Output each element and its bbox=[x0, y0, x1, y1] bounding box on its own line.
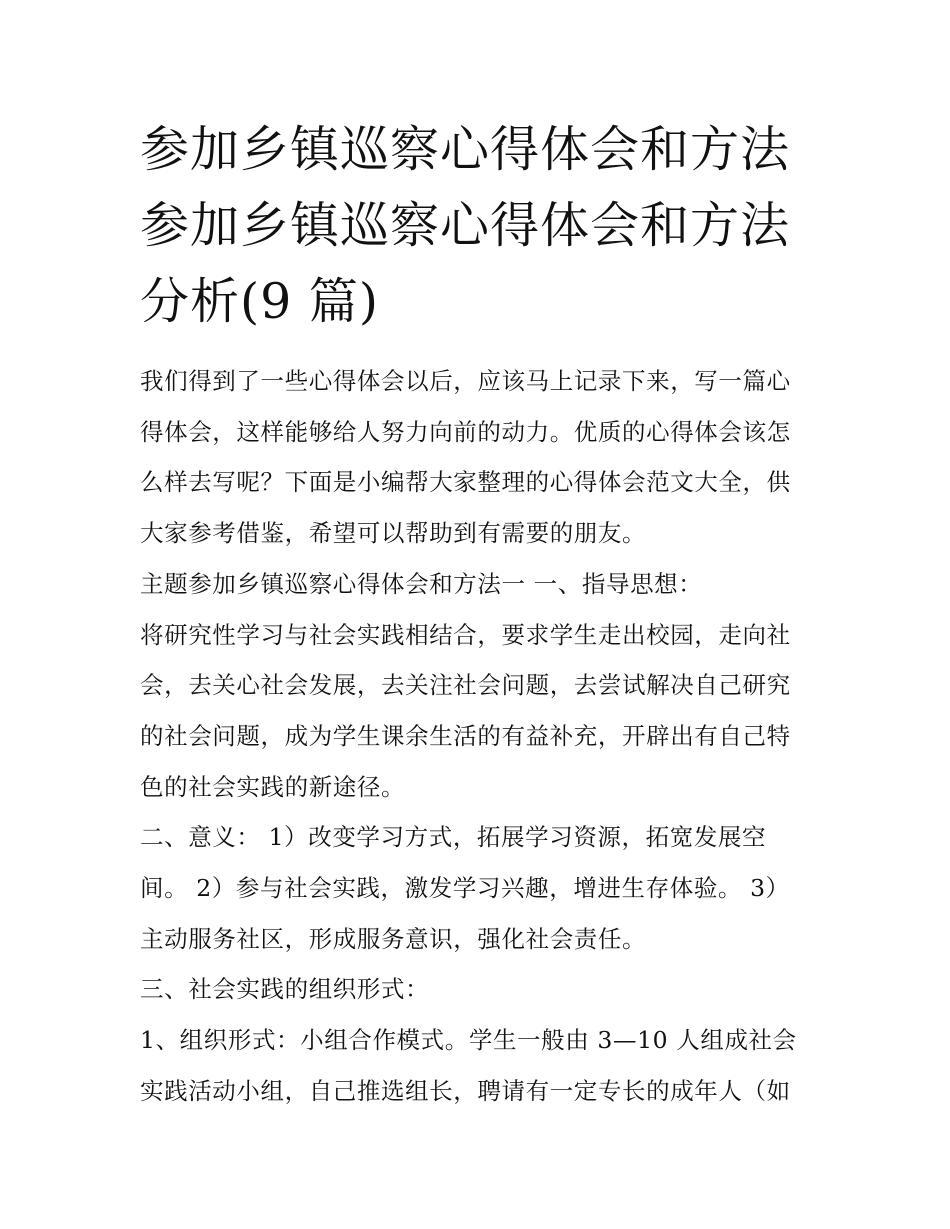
text-line: 主动服务社区，形成服务意识，强化社会责任。 bbox=[140, 924, 647, 953]
text-line: 二、意义： 1）改变学习方式，拓展学习资源，拓宽发展空 bbox=[140, 823, 767, 852]
title-line: 参加乡镇巡察心得体会和方法 bbox=[140, 121, 791, 178]
text-line: 1、组织形式：小组合作模式。学生一般由 3—10 人组成社会 bbox=[140, 1026, 797, 1055]
text-line: 得体会，这样能够给人努力向前的动力。优质的心得体会该怎 bbox=[140, 417, 791, 446]
guiding-thought-paragraph bbox=[140, 610, 830, 813]
intro-paragraph bbox=[140, 356, 830, 559]
text-line: 间。 2）参与社会实践，激发学习兴趣，增进生存体验。 3） bbox=[140, 874, 790, 903]
document-body bbox=[140, 356, 830, 1117]
text-line: 大家参考借鉴，希望可以帮助到有需要的朋友。 bbox=[140, 519, 647, 548]
title-line: 参加乡镇巡察心得体会和方法 bbox=[140, 197, 791, 254]
section-heading-organization bbox=[140, 964, 830, 1015]
text-line: 实践活动小组，自己推选组长，聘请有一定专长的成年人（如 bbox=[140, 1076, 791, 1105]
text-line: 我们得到了一些心得体会以后，应该马上记录下来，写一篇心 bbox=[140, 367, 791, 395]
text-line: 将研究性学习与社会实践相结合，要求学生走出校园，走向社 bbox=[140, 620, 791, 649]
organization-paragraph bbox=[140, 1015, 830, 1116]
text-line: 的社会问题，成为学生课余生活的有益补充，开辟出有自己特 bbox=[140, 721, 791, 750]
title-line: 分析(9 篇) bbox=[140, 273, 379, 330]
significance-paragraph bbox=[140, 812, 830, 964]
text-line: 会，去关心社会发展，去关注社会问题，去尝试解决自己研究 bbox=[140, 671, 791, 700]
section-heading-guiding-thought bbox=[140, 559, 830, 610]
document-title bbox=[140, 112, 830, 340]
text-line: 主题参加乡镇巡察心得体会和方法一 一、指导思想： bbox=[140, 569, 703, 598]
text-line: 三、社会实践的组织形式： bbox=[140, 975, 430, 1004]
text-line: 色的社会实践的新途径。 bbox=[140, 772, 406, 801]
text-line: 么样去写呢？下面是小编帮大家整理的心得体会范文大全，供 bbox=[140, 468, 791, 497]
